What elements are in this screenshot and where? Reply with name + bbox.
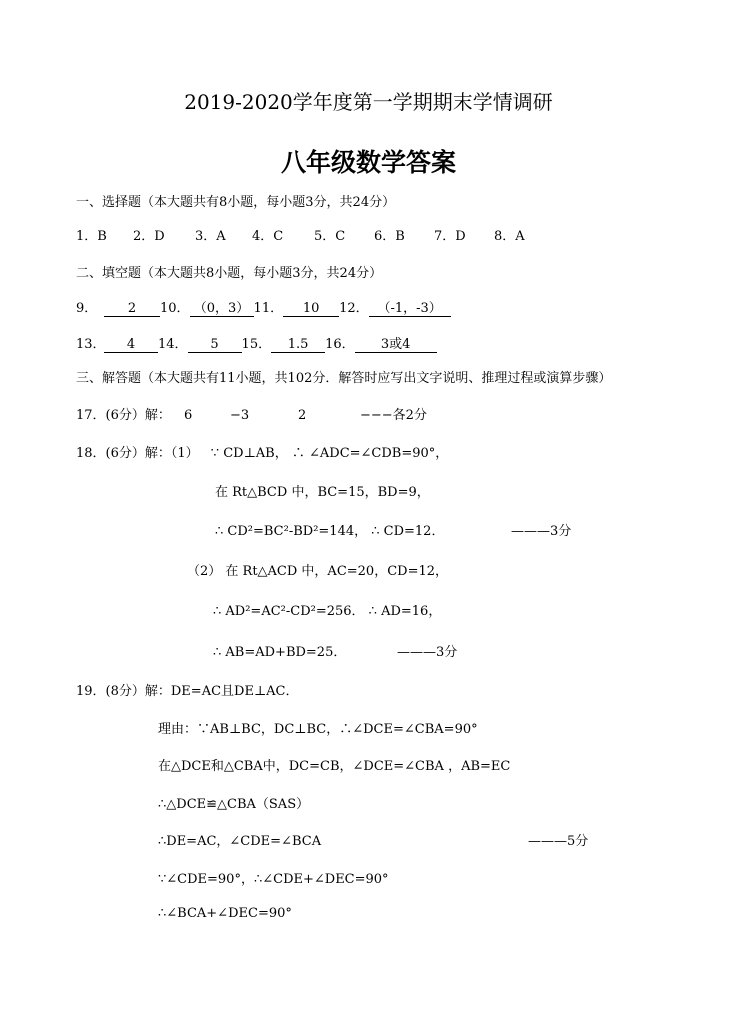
fill-row-1 [76, 297, 451, 317]
q17 [76, 404, 427, 423]
section2-heading: 二、填空题（本大题共8小题，每小题3分，共24分） [76, 266, 383, 281]
q19-line-1: 理由：∵AB⊥BC，DC⊥BC，∴∠DCE=∠CBA=90° [158, 722, 478, 737]
fill-num: 11． [253, 301, 284, 316]
document-subtitle: 八年级数学答案 [280, 148, 456, 177]
fill-row-2 [76, 333, 437, 353]
q17-value: 2 [298, 408, 307, 423]
q18-text: ∵ CD⊥AB， ∴ ∠ADC=∠CDB=90°， [210, 446, 449, 461]
choice-answer: 6．B [374, 229, 405, 244]
fill-answer: 10 [283, 302, 339, 317]
q19-line-6: ∴∠BCA+∠DEC=90° [158, 906, 292, 921]
q19-score: ———5分 [528, 834, 589, 849]
q18-score: ———3分 [397, 645, 458, 660]
fill-num: 10． [160, 301, 190, 316]
choice-answer: 7．D [434, 229, 466, 244]
fill-num: 16． [325, 337, 355, 352]
choice-answer: 5．C [314, 229, 346, 244]
choice-answer: 2．D [133, 229, 165, 244]
fill-num: 14． [158, 337, 188, 352]
q19-heading: 19．(8分）解：DE=AC且DE⊥AC． [76, 684, 299, 699]
q17-value: −3 [230, 408, 250, 423]
q18-line-4: （2） 在 Rt△ACD 中，AC=20，CD=12， [187, 564, 449, 579]
q18-score: ———3分 [511, 524, 572, 539]
q18-line-1 [76, 442, 448, 461]
choice-answers [76, 225, 525, 244]
fill-answer: 5 [188, 338, 242, 353]
choice-answer: 4．C [252, 229, 284, 244]
q18-line-5: ∴ AD²=AC²-CD²=256． ∴ AD=16， [213, 604, 442, 619]
fill-answer: 3或4 [355, 338, 437, 353]
document-title: 2019-2020学年度第一学期期末学情调研 [184, 90, 553, 114]
q18-line-3 [215, 520, 571, 539]
fill-answer: 4 [104, 338, 158, 353]
fill-answer: （0，3） [190, 302, 254, 317]
fill-answer: 2 [104, 302, 160, 317]
q17-value: 6 [184, 408, 193, 423]
q19-line-2: 在△DCE和△CBA中，DC=CB，∠DCE=∠CBA ，AB=EC [158, 759, 511, 774]
q19-line-5: ∵∠CDE=90°，∴∠CDE+∠DEC=90° [158, 872, 389, 887]
fill-num: 12． [339, 301, 369, 316]
fill-num: 9． [76, 301, 98, 316]
fill-num: 13． [76, 337, 106, 352]
section1-heading: 一、选择题（本大题共有8小题，每小题3分，共24分） [76, 195, 396, 210]
choice-answer: 1．B [76, 229, 107, 244]
fill-num: 15． [241, 337, 272, 352]
section3-heading: 三、解答题（本大题共有11小题，共102分．解答时应写出文字说明、推理过程或演算步骤） [76, 371, 612, 386]
q18-line-2: 在 Rt△BCD 中，BC=15，BD=9， [215, 485, 430, 500]
q19-text: ∴DE=AC，∠CDE=∠BCA [158, 834, 322, 849]
q18-line-6 [213, 641, 457, 660]
q17-label: 17．(6分）解： [76, 408, 171, 423]
q18-label: 18．(6分）解：（1） [76, 446, 199, 461]
choice-answer: 8．A [494, 229, 525, 244]
fill-answer: 1.5 [271, 338, 325, 353]
q19-line-3: ∴△DCE≌△CBA（SAS） [158, 797, 310, 812]
q19-line-4 [158, 830, 588, 849]
fill-answer: （-1，-3） [369, 302, 451, 317]
q17-score: −−−各2分 [360, 408, 427, 423]
q18-text: ∴ CD²=BC²-BD²=144， ∴ CD=12． [215, 524, 445, 539]
choice-answer: 3．A [195, 229, 226, 244]
q18-text: ∴ AB=AD+BD=25． [213, 645, 347, 660]
